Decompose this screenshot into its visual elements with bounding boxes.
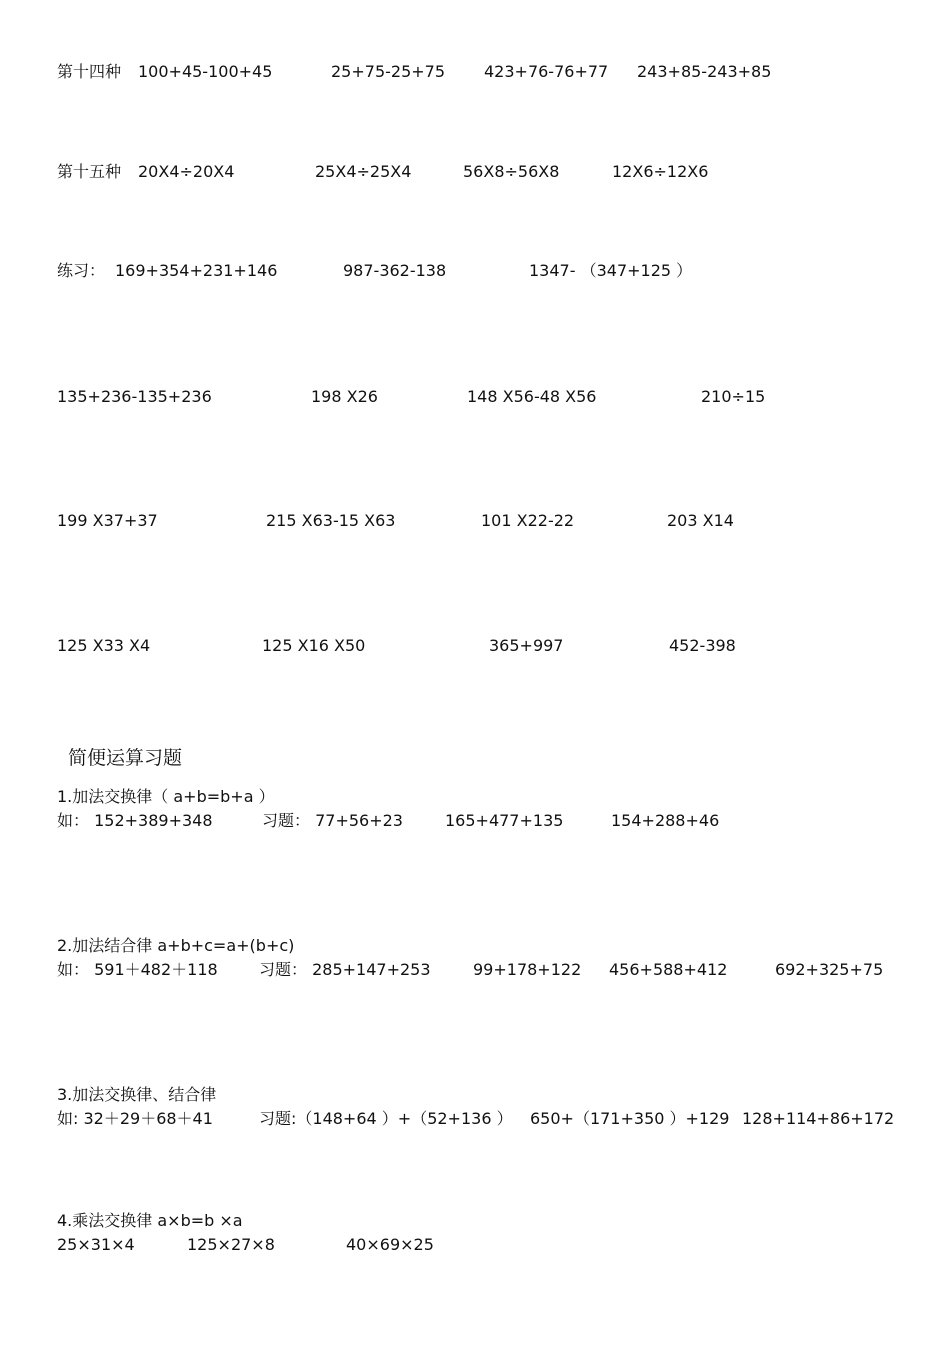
law4-item-1: 25×31×4 xyxy=(57,1235,135,1254)
rowC-item-1: 125 X33 X4 xyxy=(57,636,151,655)
rowC-item-2: 125 X16 X50 xyxy=(262,636,366,655)
law4-item-2: 125×27×8 xyxy=(187,1235,275,1254)
row14-item-3: 423+76-76+77 xyxy=(484,62,609,81)
row15-item-2: 25X4÷25X4 xyxy=(315,162,412,181)
rowA-item-1: 135+236-135+236 xyxy=(57,387,212,406)
rowA-item-3: 148 X56-48 X56 xyxy=(467,387,597,406)
law2-title: 2.加法结合律 a+b+c=a+(b+c) xyxy=(57,936,295,955)
law3-example: 如: 32＋29＋68＋41 xyxy=(57,1109,213,1128)
rowA-item-4: 210÷15 xyxy=(701,387,766,406)
row14-item-1: 100+45-100+45 xyxy=(138,62,273,81)
practice-item-1: 169+354+231+146 xyxy=(115,261,278,280)
row15-label: 第十五种 xyxy=(57,162,122,181)
law1-item-1: 165+477+135 xyxy=(445,811,564,830)
row14-label: 第十四种 xyxy=(57,62,122,81)
row15-item-3: 56X8÷56X8 xyxy=(463,162,560,181)
section-title: 简便运算习题 xyxy=(68,747,183,769)
practice-label: 练习： xyxy=(57,261,106,280)
law2-item-1: 99+178+122 xyxy=(473,960,582,979)
rowC-item-4: 452-398 xyxy=(669,636,736,655)
law1-item-2: 154+288+46 xyxy=(611,811,720,830)
row15-item-1: 20X4÷20X4 xyxy=(138,162,235,181)
law4-item-3: 40×69×25 xyxy=(346,1235,434,1254)
rowB-item-2: 215 X63-15 X63 xyxy=(266,511,396,530)
practice-item-3: 1347- （347+125 ） xyxy=(529,261,693,280)
law1-title: 1.加法交换律（ a+b=b+a ） xyxy=(57,787,275,806)
law2-item-3: 692+325+75 xyxy=(775,960,884,979)
law2-exercise-label: 习题： 285+147+253 xyxy=(259,960,431,979)
rowA-item-2: 198 X26 xyxy=(311,387,378,406)
rowB-item-4: 203 X14 xyxy=(667,511,734,530)
row14-item-2: 25+75-25+75 xyxy=(331,62,446,81)
law4-title: 4.乘法交换律 a×b=b ×a xyxy=(57,1211,243,1230)
rowB-item-1: 199 X37+37 xyxy=(57,511,158,530)
law1-exercise-label: 习题： 77+56+23 xyxy=(262,811,403,830)
law3-item-1: 650+（171+350 ）+129 xyxy=(530,1109,730,1128)
practice-item-2: 987-362-138 xyxy=(343,261,447,280)
rowC-item-3: 365+997 xyxy=(489,636,564,655)
law3-item-2: 128+114+86+172 xyxy=(742,1109,895,1128)
row14-item-4: 243+85-243+85 xyxy=(637,62,772,81)
rowB-item-3: 101 X22-22 xyxy=(481,511,575,530)
law1-example: 如： 152+389+348 xyxy=(57,811,213,830)
law2-example: 如： 591＋482＋118 xyxy=(57,960,218,979)
law2-item-2: 456+588+412 xyxy=(609,960,728,979)
law3-exercise-label: 习题:（148+64 ）+（52+136 ） xyxy=(259,1109,513,1128)
row15-item-4: 12X6÷12X6 xyxy=(612,162,709,181)
law3-title: 3.加法交换律、结合律 xyxy=(57,1085,217,1104)
